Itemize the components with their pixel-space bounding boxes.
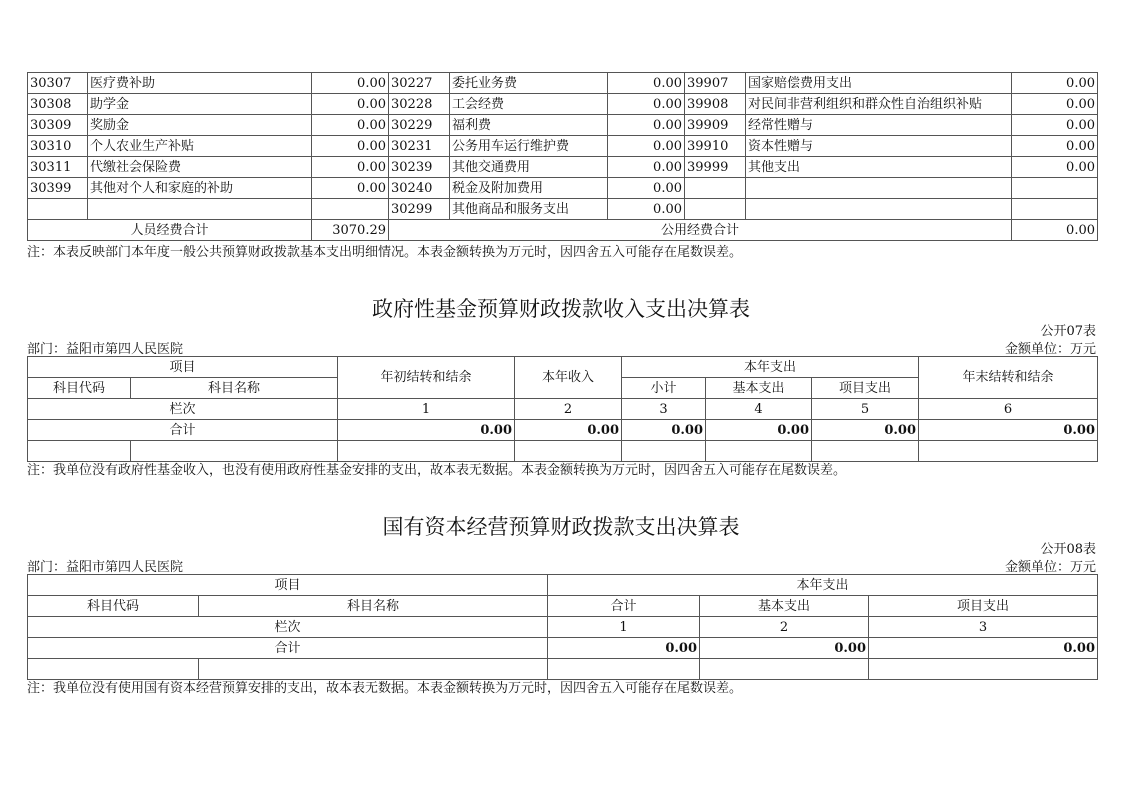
table2-code: 公开07表 <box>1040 324 1096 339</box>
cell-amount <box>1012 178 1098 199</box>
public-total-label: 公用经费合计 <box>389 220 1012 241</box>
cell-name <box>746 178 1012 199</box>
total-value: 0.00 <box>869 638 1098 659</box>
cell-amount: 0.00 <box>1012 157 1098 178</box>
table2-unit: 金额单位：万元 <box>1004 342 1096 357</box>
cell-amount: 0.00 <box>608 115 685 136</box>
column-index: 5 <box>812 399 919 420</box>
cell-amount: 0.00 <box>312 178 389 199</box>
cell-name <box>88 199 312 220</box>
header-subject-name: 科目名称 <box>131 378 338 399</box>
cell-name: 其他对个人和家庭的补助 <box>88 178 312 199</box>
personnel-total-label: 人员经费合计 <box>28 220 312 241</box>
cell-amount: 0.00 <box>312 157 389 178</box>
cell-name: 经常性赠与 <box>746 115 1012 136</box>
cell-name: 工会经费 <box>450 94 608 115</box>
cell-amount: 0.00 <box>608 178 685 199</box>
table1-note: 注：本表反映部门本年度一般公共预算财政拨款基本支出明细情况。本表金额转换为万元时，因四舍五入可能存在尾数误差。 <box>27 245 743 260</box>
table3-unit: 金额单位：万元 <box>1004 560 1096 575</box>
table-row <box>28 73 1098 94</box>
header-basic: 基本支出 <box>706 378 812 399</box>
table2-title: 政府性基金预算财政拨款收入支出决算表 <box>372 297 750 321</box>
cell-code: 39909 <box>685 115 746 136</box>
table3-note: 注：我单位没有使用国有资本经营预算安排的支出，故本表无数据。本表金额转换为万元时，因四舍五入可能存在尾数误差。 <box>27 681 743 696</box>
header-project-expense: 项目支出 <box>869 596 1098 617</box>
cell-code <box>685 199 746 220</box>
cell-code: 30227 <box>389 73 450 94</box>
cell-amount: 0.00 <box>1012 115 1098 136</box>
total-value: 0.00 <box>919 420 1098 441</box>
cell-code: 39908 <box>685 94 746 115</box>
cell-code: 39999 <box>685 157 746 178</box>
table-row <box>28 94 1098 115</box>
cell-amount: 0.00 <box>1012 94 1098 115</box>
column-index: 6 <box>919 399 1098 420</box>
column-index: 1 <box>548 617 700 638</box>
cell-amount: 0.00 <box>312 73 389 94</box>
table-row <box>28 136 1098 157</box>
cell-name: 奖励金 <box>88 115 312 136</box>
cell-name: 代缴社会保险费 <box>88 157 312 178</box>
cell-code: 39910 <box>685 136 746 157</box>
total-value: 0.00 <box>622 420 706 441</box>
header-subtotal: 小计 <box>622 378 706 399</box>
cell-name: 个人农业生产补贴 <box>88 136 312 157</box>
header-end-balance: 年末结转和结余 <box>919 357 1098 399</box>
column-index: 3 <box>622 399 706 420</box>
header-subject-code: 科目代码 <box>28 378 131 399</box>
total-value: 0.00 <box>700 638 869 659</box>
total-value: 0.00 <box>812 420 919 441</box>
cell-name <box>746 199 1012 220</box>
cell-name: 国家赔偿费用支出 <box>746 73 1012 94</box>
cell-amount: 0.00 <box>608 94 685 115</box>
header-project: 项目 <box>28 357 338 378</box>
cell-code: 30310 <box>28 136 88 157</box>
table1-body <box>28 73 1098 220</box>
column-index-label: 栏次 <box>28 617 548 638</box>
cell-name: 其他支出 <box>746 157 1012 178</box>
column-index: 4 <box>706 399 812 420</box>
header-total: 合计 <box>548 596 700 617</box>
cell-code: 39907 <box>685 73 746 94</box>
cell-name: 医疗费补助 <box>88 73 312 94</box>
cell-code: 30299 <box>389 199 450 220</box>
cell-code: 30308 <box>28 94 88 115</box>
header-basic: 基本支出 <box>700 596 869 617</box>
state-capital-table <box>27 574 1098 680</box>
cell-amount: 0.00 <box>608 136 685 157</box>
table3-title: 国有资本经营预算财政拨款支出决算表 <box>382 515 740 539</box>
cell-name: 福利费 <box>450 115 608 136</box>
gov-fund-table <box>27 356 1098 462</box>
table2-note: 注：我单位没有政府性基金收入，也没有使用政府性基金安排的支出，故本表无数据。本表金额转换为万元时，因四舍五入可能存在尾数误差。 <box>27 463 847 478</box>
header-begin-balance: 年初结转和结余 <box>338 357 515 399</box>
cell-name: 税金及附加费用 <box>450 178 608 199</box>
basic-expense-detail-table <box>27 72 1098 241</box>
table-row <box>28 178 1098 199</box>
cell-code: 30229 <box>389 115 450 136</box>
cell-code: 30307 <box>28 73 88 94</box>
header-subject-code: 科目代码 <box>28 596 199 617</box>
header-expense: 本年支出 <box>622 357 919 378</box>
total-value: 0.00 <box>706 420 812 441</box>
column-index: 3 <box>869 617 1098 638</box>
table3-department: 部门：益阳市第四人民医院 <box>27 560 184 575</box>
total-label: 合计 <box>28 638 548 659</box>
public-total-value: 0.00 <box>1012 220 1098 241</box>
cell-code <box>28 199 88 220</box>
cell-name: 其他交通费用 <box>450 157 608 178</box>
cell-amount: 0.00 <box>608 157 685 178</box>
cell-name: 委托业务费 <box>450 73 608 94</box>
cell-amount <box>1012 199 1098 220</box>
cell-name: 对民间非营利组织和群众性自治组织补贴 <box>746 94 1012 115</box>
cell-code: 30231 <box>389 136 450 157</box>
total-value: 0.00 <box>548 638 700 659</box>
table-row <box>28 157 1098 178</box>
table1-total-row <box>28 220 1098 241</box>
cell-name: 助学金 <box>88 94 312 115</box>
cell-name: 其他商品和服务支出 <box>450 199 608 220</box>
personnel-total-value: 3070.29 <box>312 220 389 241</box>
header-project-expense: 项目支出 <box>812 378 919 399</box>
cell-amount <box>312 199 389 220</box>
cell-code: 30399 <box>28 178 88 199</box>
total-value: 0.00 <box>515 420 622 441</box>
cell-amount: 0.00 <box>1012 136 1098 157</box>
cell-code <box>685 178 746 199</box>
table2-department: 部门：益阳市第四人民医院 <box>27 342 184 357</box>
column-index: 1 <box>338 399 515 420</box>
cell-code: 30239 <box>389 157 450 178</box>
cell-amount: 0.00 <box>312 94 389 115</box>
cell-amount: 0.00 <box>608 199 685 220</box>
cell-amount: 0.00 <box>312 115 389 136</box>
header-income: 本年收入 <box>515 357 622 399</box>
header-subject-name: 科目名称 <box>199 596 548 617</box>
table3-code: 公开08表 <box>1040 542 1096 557</box>
cell-code: 30228 <box>389 94 450 115</box>
header-expense: 本年支出 <box>548 575 1098 596</box>
cell-amount: 0.00 <box>1012 73 1098 94</box>
table-row <box>28 115 1098 136</box>
total-value: 0.00 <box>338 420 515 441</box>
cell-code: 30240 <box>389 178 450 199</box>
cell-code: 30311 <box>28 157 88 178</box>
header-project: 项目 <box>28 575 548 596</box>
cell-name: 公务用车运行维护费 <box>450 136 608 157</box>
cell-amount: 0.00 <box>312 136 389 157</box>
table-row <box>28 199 1098 220</box>
cell-name: 资本性赠与 <box>746 136 1012 157</box>
column-index: 2 <box>515 399 622 420</box>
column-index-label: 栏次 <box>28 399 338 420</box>
total-label: 合计 <box>28 420 338 441</box>
column-index: 2 <box>700 617 869 638</box>
cell-code: 30309 <box>28 115 88 136</box>
cell-amount: 0.00 <box>608 73 685 94</box>
